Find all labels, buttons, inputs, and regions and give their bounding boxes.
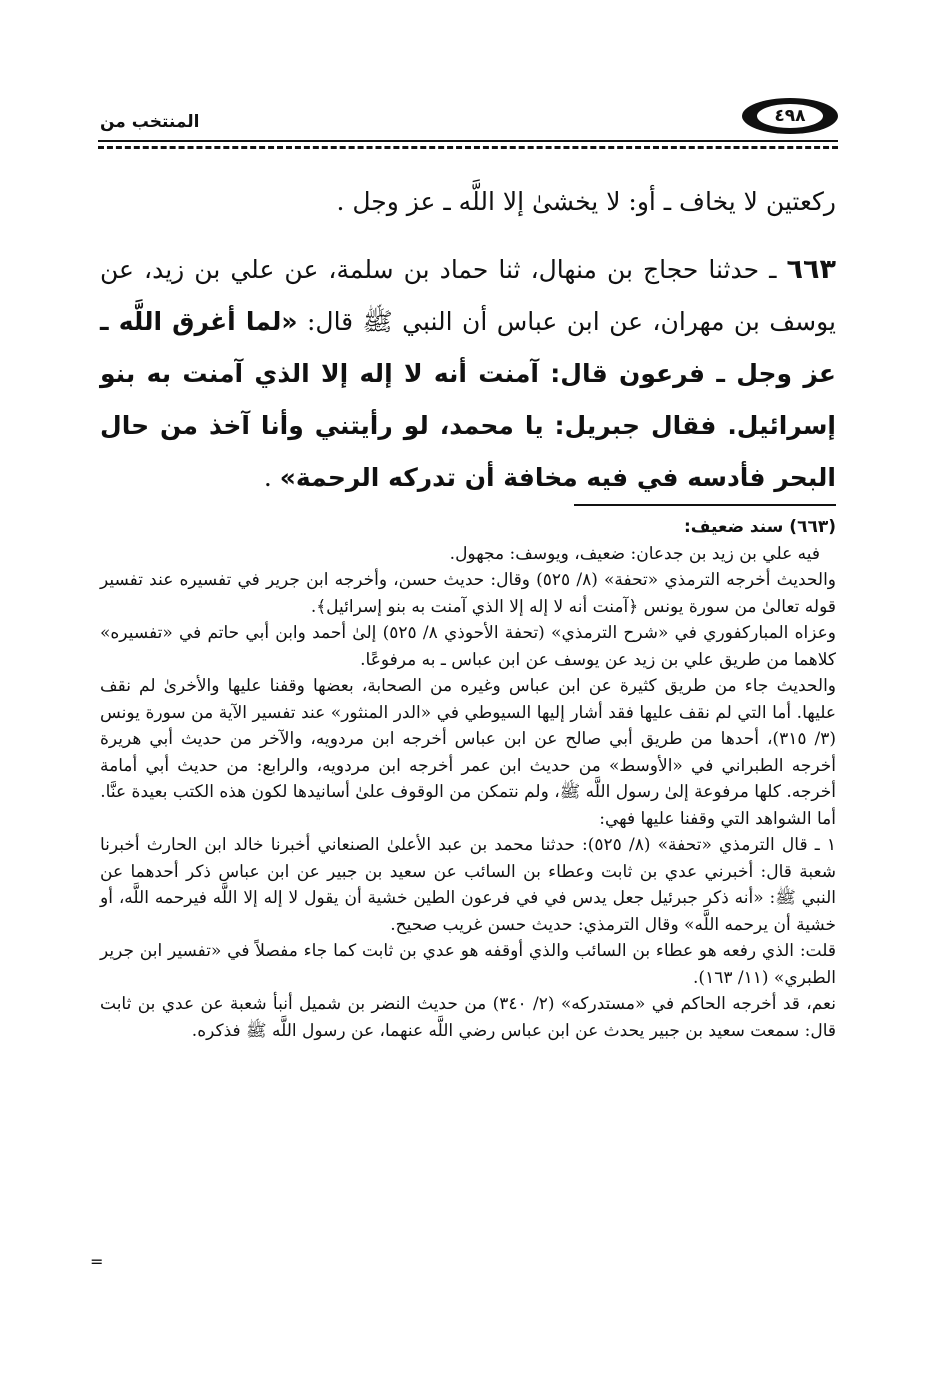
header-dashed-rule — [98, 146, 838, 149]
footnote-paragraph: فيه علي بن زيد بن جدعان: ضعيف، ويوسف: مجهول. — [449, 543, 820, 564]
hadith-isnad: ـ حدثنا حجاج بن منهال، ثنا حماد بن سلمة، عن علي بن زيد، عن يوسف بن مهران، عن ابن عباس أن النبي ﷺ قال: — [100, 255, 836, 336]
running-title: المنتخب من — [100, 112, 200, 132]
page-number-badge — [742, 98, 838, 134]
continuation-mark: = — [90, 1252, 104, 1271]
hadith-end: . — [263, 463, 280, 492]
footnote-paragraph: قلت: الذي رفعه هو عطاء بن السائب والذي أوقفه هو عدي بن ثابت كما جاء مفصلاً في «تفسير ابن جرير الطبري» (١١/ ١٦٣). — [100, 941, 836, 988]
footnote-paragraph: نعم، قد أخرجه الحاكم في «مستدركه» (٢/ ٣٤٠) من حديث النضر بن شميل أنبأ شعبة عن عدي بن ثابت قال: سمعت سعيد بن جبير يحدث عن ابن عباس رضي اللَّه عنهما، عن رسول اللَّه ﷺ فذكره. — [100, 994, 836, 1041]
continuation-line: ركعتين لا يخاف ـ أو: لا يخشىٰ إلا اللَّه ـ عز وجل . — [336, 187, 836, 216]
header-rule — [98, 140, 838, 142]
footnote-paragraph: وعزاه المباركفوري في «شرح الترمذي» (تحفة الأحوذي ٨/ ٥٢٥) إلىٰ أحمد وابن أبي حاتم في «تفسيره» كلاهما من طريق علي بن زيد عن يوسف عن ابن عباس ـ به مرفوعًا. — [100, 623, 836, 670]
footnote-paragraph: ١ ـ قال الترمذي «تحفة» (٨/ ٥٢٥): حدثنا محمد بن عبد الأعلىٰ الصنعاني أخبرنا خالد ابن الحارث أخبرنا شعبة قال: أخبرني عدي بن ثابت وعطاء بن السائب عن سعيد بن جبير عن ابن عباس ذكر أحدهما عن النبي ﷺ: «أنه ذكر جبرئيل جعل يدس في في فرعون الطين خشية أن يقول لا إله إلا اللَّه فيرحمه اللَّه، أو خشية أن يرحمه اللَّه» وقال الترمذي: حديث حسن غريب صحيح. — [100, 835, 836, 935]
footnotes — [100, 514, 836, 1044]
main-text — [100, 176, 836, 504]
footnote-paragraph: والحديث أخرجه الترمذي «تحفة» (٨/ ٥٢٥) وقال: حديث حسن، وأخرجه ابن جرير في تفسيره عند تفسير قوله تعالىٰ من سورة يونس ﴿آمنت أنه لا إله إلا الذي آمنت به بنو إسرائيل﴾. — [100, 570, 837, 617]
page-header — [98, 96, 838, 146]
hadith-matn: «لما أغرق اللَّه ـ عز وجل ـ فرعون قال: آمنت أنه لا إله إلا الذي آمنت به بنو إسرائيل. فقال جبريل: يا محمد، لو رأيتني وأنا آخذ من حال البحر فأدسه في فيه مخافة أن تدركه الرحمة» — [100, 307, 836, 492]
hadith-number: ٦٦٣ — [786, 254, 836, 285]
hadith-paragraph — [100, 244, 836, 504]
footnote-heading: (٦٦٣) سند ضعيف: — [683, 517, 836, 537]
footnote-separator — [574, 504, 836, 506]
footnote-paragraph: أما الشواهد التي وقفنا عليها فهي: — [599, 808, 836, 829]
page-number: ٤٩٨ — [757, 104, 823, 128]
footnote-paragraph: والحديث جاء من طريق كثيرة عن ابن عباس وغيره من الصحابة، بعضها وقفنا عليها والأخرىٰ لم نقف عليها. أما التي لم نقف عليها فقد أشار إليها السيوطي في «الدر المنثور» عند تفسير الآية من سورة يونس (٣/ ٣١٥)، أحدها من طريق أبي صالح عن ابن عباس أخرجه ابن مردويه، والآخر من حديث أبي هريرة أخرجه الطبراني في «الأوسط» من حديث ابن عمر أخرجه ابن مردويه، والرابع: من حديث أبي أمامة أخرجه. كلها مرفوعة إلىٰ رسول اللَّه ﷺ، ولم نتمكن من الوقوف علىٰ أسانيدها لكون هذه الكتب بعيدة عنَّا. — [100, 676, 836, 802]
